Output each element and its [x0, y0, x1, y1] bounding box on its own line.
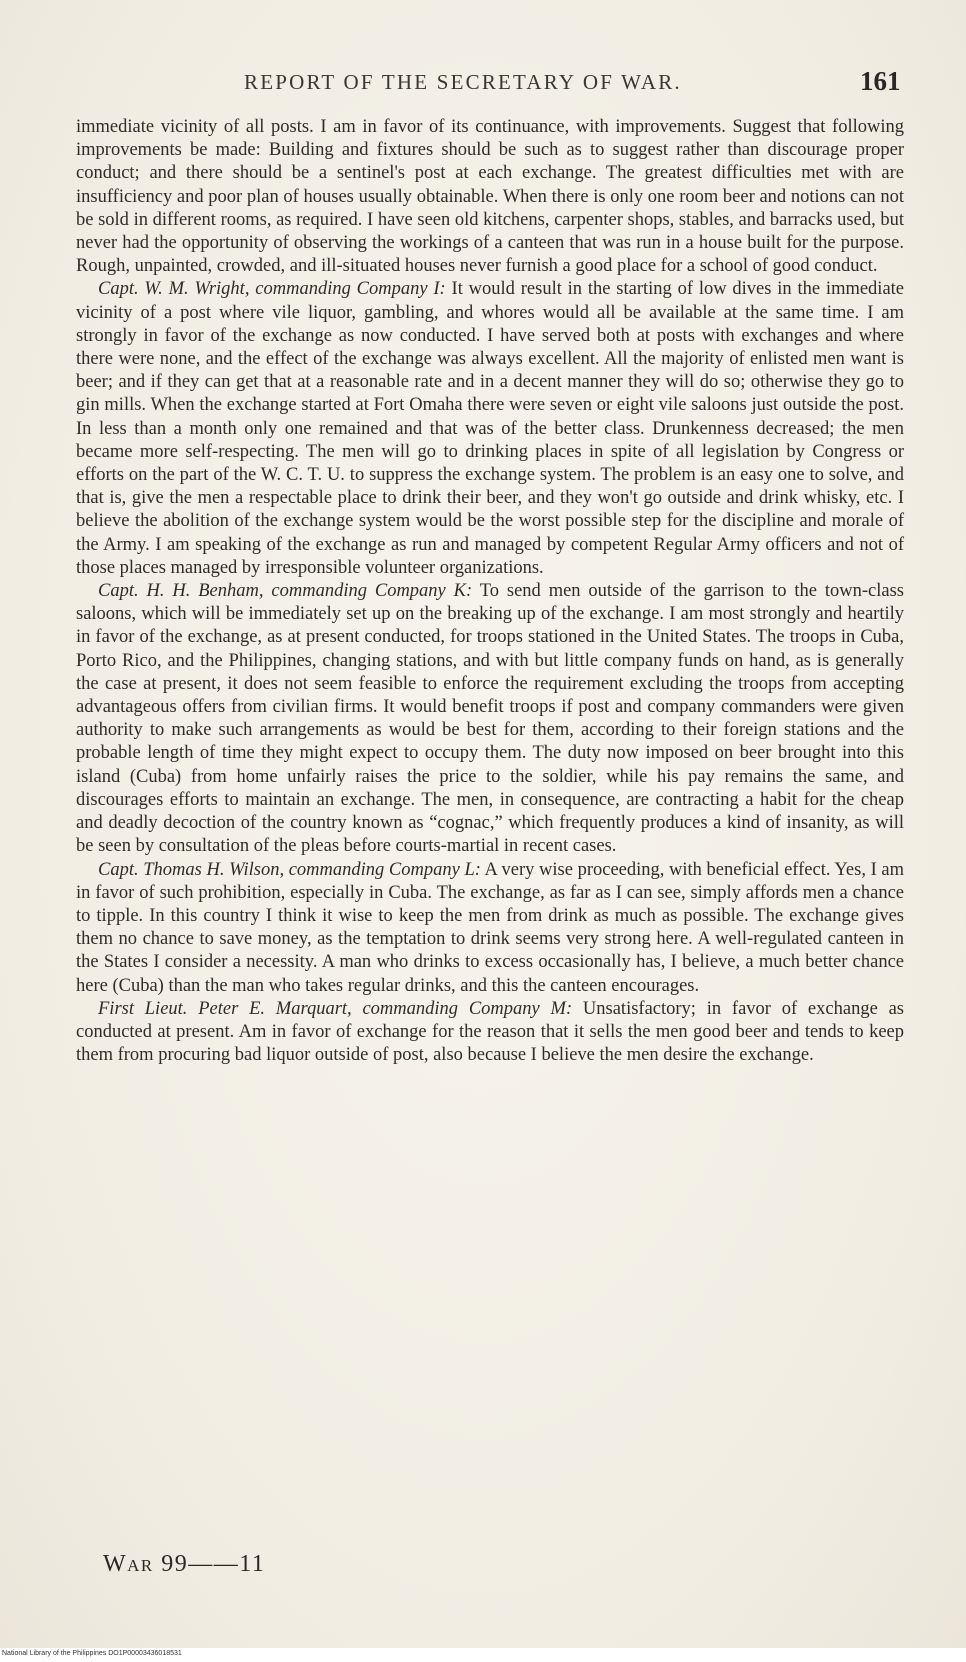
scan-credit: National Library of the Philippines DO1P00003436018531 [2, 1650, 182, 1657]
paragraph-marquart [76, 998, 904, 1068]
paragraph-benham [76, 580, 904, 858]
paragraph-wilson [76, 859, 904, 998]
body-text [76, 116, 904, 1067]
paragraph-text: It would result in the starting of low dives in the immediate vicinity of a post where vile liquor, gambling, and whores would all be available at the same time. I am strongly in favor of the exchange as now conducted. I have served both at posts with exchanges and where there were none, and the effect of the exchange was always excellent. All the majority of enlisted men want is beer; and if they can get that at a reasonable rate and in a decent manner they will do so; otherwise they go to gin mills. When the exchange started at Fort Omaha there were seven or eight vile saloons just outside the post. In less than a month only one remained and that was of the better class. Drunkenness decreased; the men became more self-respecting. The men will go to drinking places in spite of all legislation by Congress or efforts on the part of the W. C. T. U. to suppress the exchange system. The problem is an easy one to solve, and that is, give the men a respectable place to drink their beer, and they won't go outside and drink whisky, etc. I believe the abolition of the exchange system would be the worst possible step for the discipline and morale of the Army. I am speaking of the exchange as run and managed by competent Regular Army officers and not of those places managed by irresponsible volunteer organizations. [76, 279, 905, 578]
speaker-benham: Capt. H. H. Benham, commanding Company K: [98, 581, 473, 602]
paragraph-text: A very wise proceeding, with beneficial effect. Yes, I am in favor of such prohibition, especially in Cuba. The exchange, as far as I can see, simply affords men a chance to tipple. In this country I think it wise to keep the men from drink as much as possible. The exchange gives them no chance to save money, as the temptation to drink seems very strong here. A well-regulated canteen in the States I consider a necessity. A man who drinks to excess occasionally has, I believe, a much better chance here (Cuba) than the man who takes regular drinks, and this the canteen encourages. [76, 859, 904, 996]
paragraph-text: immediate vicinity of all posts. I am in favor of its continuance, with improvements. Suggest that following improvements be made: Building and fixtures should be such as to suggest rather than discourage proper conduct; and there should be a sentinel's post at each exchange. The greatest difficulties met with are insufficiency and poor plan of houses usually obtainable. When there is only one room beer and notions can not be sold in different rooms, as required. I have seen old kitchens, carpenter shops, stables, and barracks used, but never had the opportunity of observing the workings of a canteen that was run in a house built for the purpose. Rough, unpainted, crowded, and ill-situated houses never furnish a good place for a school of good conduct. [76, 117, 904, 277]
page-header [0, 66, 966, 106]
speaker-marquart: First Lieut. Peter E. Marquart, commanding Company M: [98, 998, 573, 1019]
signature-text: War 99——11 [103, 1551, 266, 1577]
paragraph-wright [76, 278, 904, 580]
paragraph-text: Unsatisfactory; in favor of exchange as conducted at present. Am in favor of exchange for the reason that it sells the men good beer and tends to keep them from procuring bad liquor outside of post, also because I believe the men desire the exchange. [76, 998, 904, 1066]
signature-mark [103, 1551, 265, 1578]
paragraph-continued [76, 116, 904, 278]
running-head: REPORT OF THE SECRETARY OF WAR. [244, 70, 682, 94]
page-number: 161 [860, 66, 901, 96]
speaker-wright: Capt. W. M. Wright, commanding Company I: [98, 279, 446, 300]
speaker-wilson: Capt. Thomas H. Wilson, commanding Company L: [98, 859, 481, 880]
paragraph-text: To send men outside of the garrison to the town-class saloons, which will be immediately set up on the breaking up of the exchange. I am most strongly and heartily in favor of the exchange, as at present conducted, for troops stationed in the United States. The troops in Cuba, Porto Rico, and the Philippines, changing stations, and with but little company funds on hand, as is generally the case at present, it does not seem feasible to enforce the requirement excluding the troops from accepting advantageous offers from civilian firms. It would benefit troops if post and company commanders were given authority to make such arrangements as would be best for them, according to their foreign stations and the probable length of time they might expect to occupy them. The duty now imposed on beer brought into this island (Cuba) from home unfairly raises the price to the soldier, while his pay remains the same, and discourages efforts to maintain an exchange. The men, in consequence, are contracting a habit for the cheap and deadly decoction of the country known as “cognac,” which frequently produces a kind of insanity, as will be seen by consultation of the pleas before courts-martial in recent cases. [76, 581, 904, 857]
